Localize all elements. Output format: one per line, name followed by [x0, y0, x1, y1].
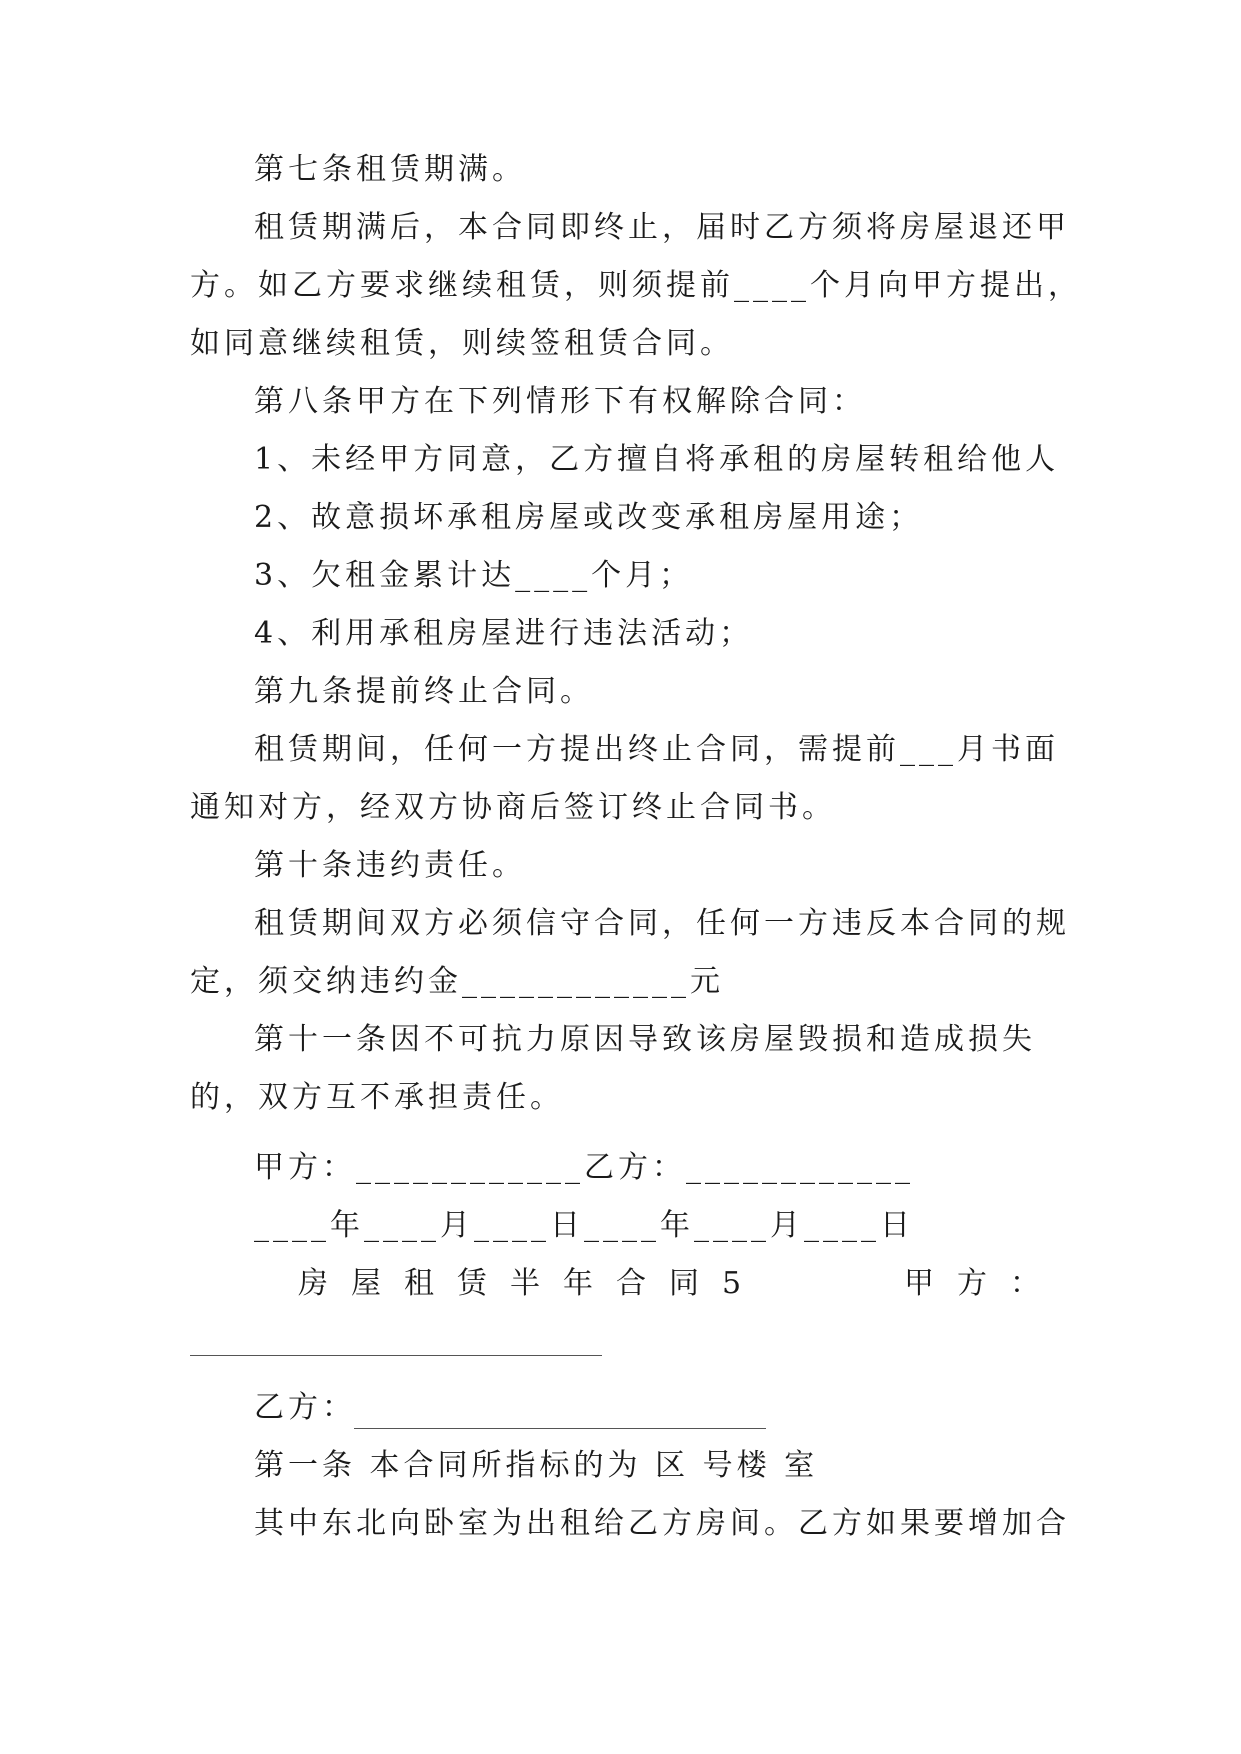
party-b-underline: [354, 1428, 766, 1429]
article-10-heading: 第十条违约责任。: [254, 848, 526, 883]
paragraph-line: 租赁期满后，本合同即终止，届时乙方须将房屋退还甲: [254, 210, 1070, 245]
article-7-heading: 第七条租赁期满。: [254, 152, 526, 187]
party-a-label: 甲方：: [904, 1266, 1063, 1301]
party-a-underline: [190, 1355, 602, 1356]
list-item: 3、欠租金累计达____个月；: [254, 558, 694, 593]
paragraph-line: 的，双方互不承担责任。: [190, 1080, 564, 1115]
signature-parties: 甲方：____________乙方：____________: [254, 1150, 914, 1185]
paragraph-line: 租赁期间，任何一方提出终止合同，需提前___月书面: [254, 732, 1059, 767]
list-item: 2、故意损坏承租房屋或改变承租房屋用途；: [254, 500, 924, 535]
paragraph-line: 定，须交纳违约金____________元: [190, 964, 724, 999]
paragraph-line: 方。如乙方要求继续租赁，则须提前____个月向甲方提出，: [190, 268, 1082, 303]
paragraph-line: 如同意继续租赁，则续签租赁合同。: [190, 326, 734, 361]
article-9-heading: 第九条提前终止合同。: [254, 674, 594, 709]
signature-dates: ____年____月____日____年____月____日: [254, 1208, 914, 1243]
contract-title: 房屋租赁半年合同5: [298, 1266, 765, 1301]
list-item: 4、利用承租房屋进行违法活动；: [254, 616, 754, 651]
paragraph-line: 其中东北向卧室为出租给乙方房间。乙方如果要增加合: [254, 1506, 1070, 1541]
party-b-label: 乙方：: [254, 1390, 356, 1425]
article-11-line: 第十一条因不可抗力原因导致该房屋毁损和造成损失: [254, 1022, 1036, 1057]
list-item: 1、未经甲方同意，乙方擅自将承租的房屋转租给他人: [254, 442, 1060, 477]
article-1-line: 第一条 本合同所指标的为 区 号楼 室: [254, 1448, 819, 1483]
paragraph-line: 租赁期间双方必须信守合同，任何一方违反本合同的规: [254, 906, 1070, 941]
article-8-heading: 第八条甲方在下列情形下有权解除合同：: [254, 384, 866, 419]
paragraph-line: 通知对方，经双方协商后签订终止合同书。: [190, 790, 836, 825]
